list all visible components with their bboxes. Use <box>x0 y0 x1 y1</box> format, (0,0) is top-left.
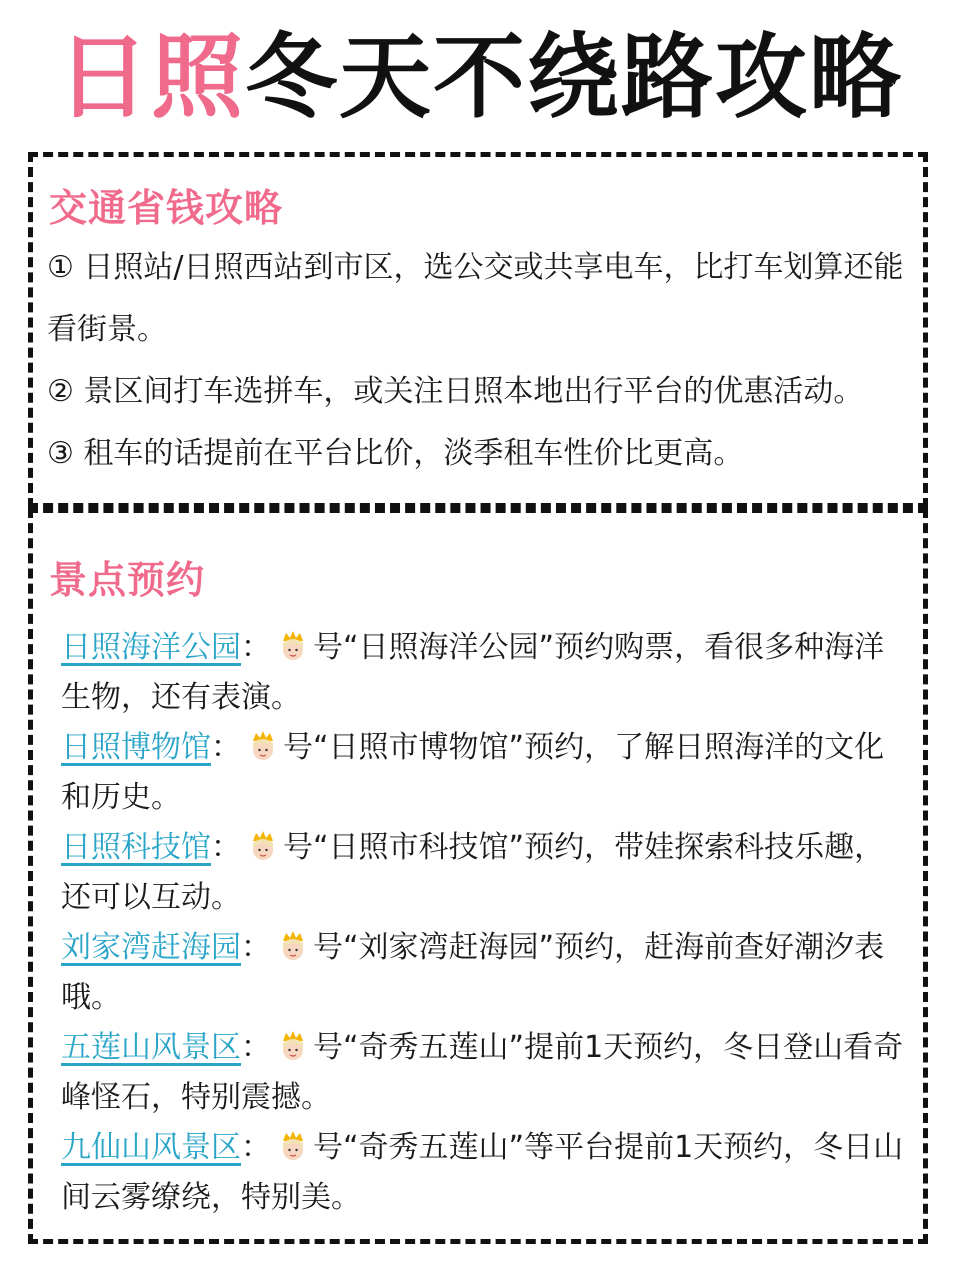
spot-sep: ： <box>211 730 241 765</box>
page-title <box>0 18 960 138</box>
spot-link-wulianshan[interactable]: 五莲山风景区 <box>61 1030 241 1065</box>
spot-link-ocean-park[interactable]: 日照海洋公园 <box>61 630 241 665</box>
spot-item <box>61 923 911 1023</box>
spot-item <box>61 1123 911 1223</box>
spot-sep: ： <box>241 1130 271 1165</box>
spot-link-museum[interactable]: 日照博物馆 <box>61 730 211 765</box>
spot-desc: 号“刘家湾赶海园”预约，赶海前查好潮汐表哦。 <box>61 930 885 1015</box>
spot-desc: 号“日照市科技馆”预约，带娃探索科技乐趣，还可以互动。 <box>61 830 885 915</box>
spot-link-science-museum[interactable]: 日照科技馆 <box>61 830 211 865</box>
spots-heading: 景点预约 <box>49 558 206 602</box>
princess-icon <box>247 729 279 763</box>
spot-link-jiuxianshan[interactable]: 九仙山风景区 <box>61 1130 241 1165</box>
princess-icon <box>277 929 309 963</box>
princess-icon <box>277 1129 309 1163</box>
spot-sep: ： <box>211 830 241 865</box>
traffic-item-2: ② 景区间打车选拼车，或关注日照本地出行平台的优惠活动。 <box>47 374 864 409</box>
princess-icon <box>247 829 279 863</box>
spot-list <box>61 623 911 1223</box>
spot-desc: 号“日照市博物馆”预约，了解日照海洋的文化和历史。 <box>61 730 885 815</box>
traffic-section <box>28 152 928 508</box>
spot-item <box>61 723 911 823</box>
traffic-heading: 交通省钱攻略 <box>49 186 284 230</box>
spot-desc: 号“日照海洋公园”预约购票，看很多种海洋生物，还有表演。 <box>61 630 885 715</box>
spot-item <box>61 823 911 923</box>
spot-sep: ： <box>241 630 271 665</box>
traffic-list <box>47 237 917 485</box>
spot-desc: 号“奇秀五莲山”等平台提前1天预约，冬日山间云雾缭绕，特别美。 <box>61 1130 904 1215</box>
title-main: 冬天不绕路攻略 <box>245 24 904 131</box>
spot-item <box>61 1023 911 1123</box>
princess-icon <box>277 1029 309 1063</box>
spot-sep: ： <box>241 930 271 965</box>
spots-section <box>28 508 928 1244</box>
traffic-item-3: ③ 租车的话提前在平台比价，淡季租车性价比更高。 <box>47 436 744 471</box>
spot-item <box>61 623 911 723</box>
spot-link-liujiawan[interactable]: 刘家湾赶海园 <box>61 930 241 965</box>
spot-sep: ： <box>241 1030 271 1065</box>
traffic-item-1: ① 日照站/日照西站到市区，选公交或共享电车，比打车划算还能看街景。 <box>47 250 904 347</box>
princess-icon <box>277 629 309 663</box>
title-city: 日照 <box>56 24 245 131</box>
spot-desc: 号“奇秀五莲山”提前1天预约，冬日登山看奇峰怪石，特别震撼。 <box>61 1030 904 1115</box>
